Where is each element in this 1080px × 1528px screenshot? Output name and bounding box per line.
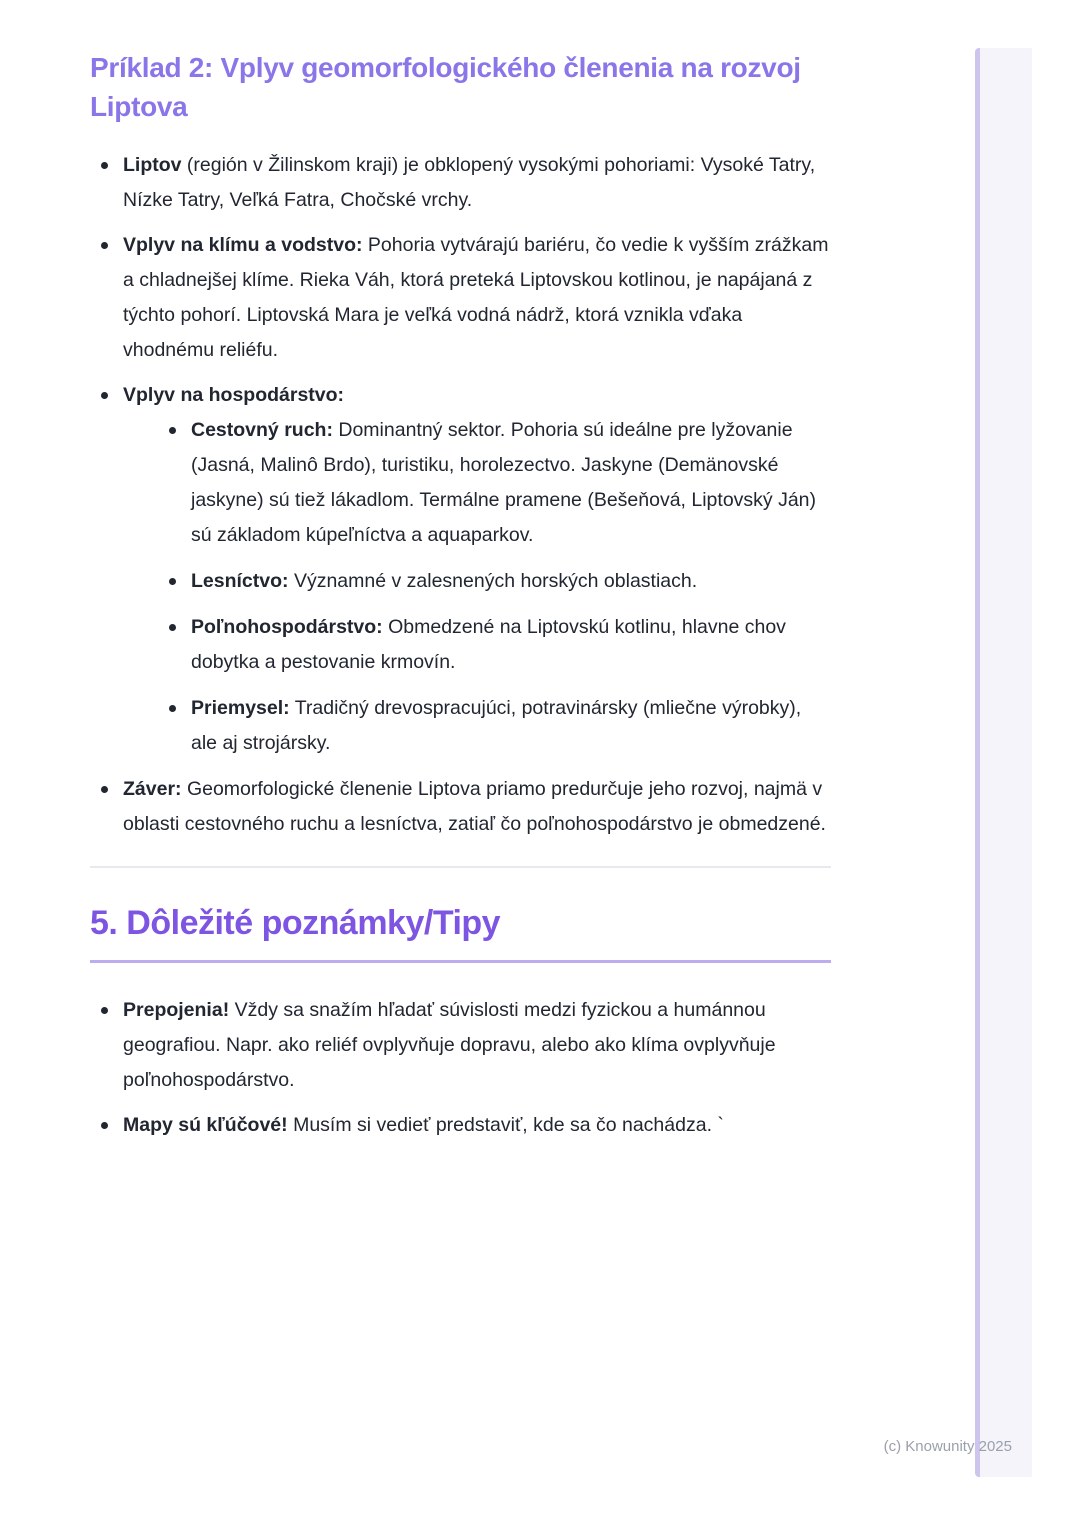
item-text: Pohoria vytvárajú bariéru, čo vedie k vyšším zrážkam a chladnejšej klíme. Rieka Váh, ktorá preteká Liptovskou kotlinou, je napájaná z týchto pohorí. Liptovská Mara je veľká vodná nádrž, ktorá vznikla vďaka vhodnému reliéfu. (123, 234, 829, 361)
bullet-dot-icon (169, 624, 176, 631)
example-bullet-list-container (90, 148, 831, 842)
item-text: Musím si vedieť predstaviť, kde sa čo nachádza. ` (287, 1114, 724, 1136)
bullet-dot-icon (101, 392, 108, 399)
item-text: Tradičný drevospracujúci, potravinársky (mliečne výrobky), ale aj strojársky. (191, 697, 802, 754)
sub-bullet-list (123, 413, 831, 761)
next-page-preview-strip (975, 48, 1032, 1477)
list-item (90, 148, 831, 218)
bullet-dot-icon (101, 786, 108, 793)
item-bold-label: Prepojenia! (123, 999, 230, 1021)
bullet-dot-icon (101, 1122, 108, 1129)
bullet-dot-icon (169, 427, 176, 434)
item-bold-label: Lesníctvo: (191, 570, 289, 592)
item-text: (región v Žilinskom kraji) je obklopený vysokými pohoriami: Vysoké Tatry, Nízke Tatry, Veľká Fatra, Chočské vrchy. (123, 154, 816, 211)
bullet-dot-icon (101, 1007, 108, 1014)
sub-list-item (158, 610, 831, 680)
item-bold-label: Priemysel: (191, 697, 290, 719)
item-text: Obmedzené na Liptovskú kotlinu, hlavne chov dobytka a pestovanie krmovín. (191, 616, 786, 673)
sub-list-item (158, 691, 831, 761)
bullet-dot-icon (101, 242, 108, 249)
sub-list-item (158, 413, 831, 553)
list-item (90, 772, 831, 842)
item-text: Dominantný sektor. Pohoria sú ideálne pre lyžovanie (Jasná, Malinô Brdo), turistiku, horolezectvo. Jaskyne (Demänovské jaskyne) sú tiež lákadlom. Termálne pramene (Bešeňová, Liptovský Ján) sú základom kúpeľníctva a aquaparkov. (191, 419, 817, 546)
bullet-dot-icon (169, 578, 176, 585)
notes-bullet-list-container (90, 993, 831, 1143)
bullet-dot-icon (169, 705, 176, 712)
item-text: Vždy sa snažím hľadať súvislosti medzi fyzickou a humánnou geografiou. Napr. ako reliéf ovplyvňuje dopravu, alebo ako klíma ovplyvňuje poľnohospodárstvo. (123, 999, 776, 1091)
list-item (90, 228, 831, 368)
sub-list-item (158, 564, 831, 599)
item-text: Geomorfologické členenie Liptova priamo predurčuje jeho rozvoj, najmä v oblasti cestovného ruchu a lesníctva, zatiaľ čo poľnohospodárstvo je obmedzené. (123, 778, 826, 835)
item-bold-label: Záver: (123, 778, 182, 800)
item-bold-label: Cestovný ruch: (191, 419, 333, 441)
bullet-list (90, 993, 831, 1143)
copyright-footer: (c) Knowunity 2025 (883, 1438, 1012, 1455)
item-bold-label: Poľnohospodárstvo: (191, 616, 383, 638)
bullet-list (90, 148, 831, 842)
page-content (90, 48, 831, 1153)
list-item (90, 993, 831, 1098)
list-item (90, 1108, 831, 1143)
item-bold-label: Vplyv na klímu a vodstvo: (123, 234, 363, 256)
bullet-dot-icon (101, 162, 108, 169)
item-bold-label: Liptov (123, 154, 182, 176)
item-text: Významné v zalesnených horských oblastiach. (288, 570, 698, 592)
item-bold-label: Mapy sú kľúčové! (123, 1114, 288, 1136)
item-bold-label: Vplyv na hospodárstvo: (123, 384, 345, 406)
list-item (90, 378, 831, 761)
section-divider (90, 866, 831, 868)
notes-section-title: 5. Dôležité poznámky/Tipy (90, 902, 831, 963)
example-section-title: Príklad 2: Vplyv geomorfologického členenia na rozvoj Liptova (90, 52, 801, 122)
